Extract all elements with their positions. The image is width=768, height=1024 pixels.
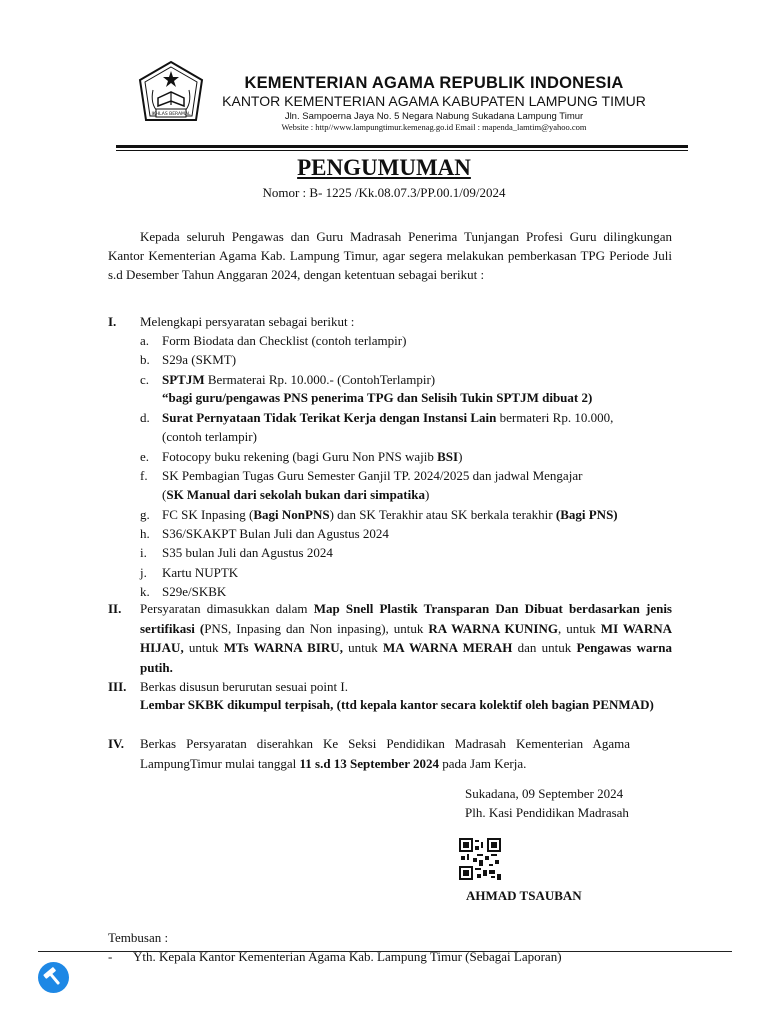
qr-code (459, 838, 501, 880)
item-a-marker: a. (140, 333, 150, 348)
item-h-text: S36/SKAKPT Bulan Juli dan Agustus 2024 (162, 526, 389, 541)
header-ministry: KEMENTERIAN AGAMA REPUBLIK INDONESIA (244, 74, 624, 92)
section-4-text (140, 734, 630, 773)
section-2-t6: dan untuk (512, 640, 577, 655)
item-h-marker: h. (140, 526, 150, 541)
item-b-marker: b. (140, 352, 150, 367)
header-office: KANTOR KEMENTERIAN AGAMA KABUPATEN LAMPUNG TIMUR (222, 93, 646, 109)
item-c-marker: c. (140, 372, 150, 387)
intro-paragraph: Kepada seluruh Pengawas dan Guru Madrasah Penerima Tunjangan Profesi Guru dilingkungan Kantor Kementerian Agama Kab. Lampung Timur, agar segera melakukan pemberkasan TPG Periode Juli s.d Desember Tahun Anggaran 2024, dengan ketentuan sebagai berikut : (108, 229, 672, 282)
signature-place-date: Sukadana, 09 September 2024 (465, 786, 624, 801)
item-g-marker: g. (140, 507, 150, 522)
item-j-text: Kartu NUPTK (162, 565, 239, 580)
item-f-bold: SK Manual dari sekolah bukan dari simpatika (166, 487, 425, 502)
section-4-number: IV. (108, 736, 125, 751)
item-c-line (162, 370, 435, 389)
header-address: Jln. Sampoerna Jaya No. 5 Negara Nabung Sukadana Lampung Timur (284, 111, 584, 122)
tembusan-item: Yth. Kepala Kantor Kementerian Agama Kab. Lampung Timur (Sebagai Laporan) (133, 949, 562, 964)
item-b-text: S29a (SKMT) (162, 352, 237, 367)
section-2-number: II. (108, 601, 122, 616)
floating-action-button[interactable] (38, 962, 69, 993)
section-2-b1: Map Snell Plastik Transparan Dan Dibuat berdasarkan jenis sertifikasi ( (140, 601, 672, 636)
section-4-t1: Berkas Persyaratan diserahkan Ke Seksi Pendidikan Madrasah Kementerian Agama LampungTimur mulai tanggal (140, 736, 630, 771)
item-k-text: S29e/SKBK (162, 584, 227, 599)
item-f-text: SK Pembagian Tugas Guru Semester Ganjil TP. 2024/2025 dan jadwal Mengajar (162, 468, 583, 483)
section-3-number: III. (108, 679, 127, 694)
section-2-t2: PNS, Inpasing dan Non inpasing), untuk (204, 620, 429, 636)
item-d-marker: d. (140, 410, 150, 425)
item-f-marker: f. (140, 468, 148, 483)
item-g-b1: Bagi NonPNS (253, 507, 330, 522)
item-g-line (162, 505, 618, 524)
item-g-p1: FC SK Inpasing ( (162, 507, 254, 522)
item-d-line (162, 408, 613, 427)
item-f-line2 (162, 485, 429, 504)
section-2-text (140, 599, 672, 677)
section-2-b6: Pengawas warna putih. (140, 640, 672, 675)
signature-name: AHMAD TSAUBAN (466, 888, 582, 903)
header-rule-thick (116, 145, 688, 148)
section-2-b3: MI WARNA HIJAU, (140, 620, 672, 655)
item-e-line (162, 447, 462, 466)
item-i-marker: i. (140, 545, 147, 560)
item-f-close: ) (424, 487, 430, 502)
header-contact: Website : http//www.lampungtimur.kemenag.go.id Email : mapenda_lamtim@yahoo.com (281, 122, 587, 132)
ministry-logo (136, 60, 206, 130)
section-3-text: Berkas disusun berurutan sesuai point I. (140, 679, 348, 694)
item-c-text: Bermaterai Rp. 10.000.- (ContohTerlampir) (204, 372, 436, 387)
item-e-bold: BSI (437, 449, 459, 464)
item-a-text: Form Biodata dan Checklist (contoh terlampir) (162, 333, 407, 348)
section-1-number: I. (108, 314, 117, 329)
section-2-t4: untuk (183, 640, 224, 655)
header-rule-thin (116, 150, 688, 151)
section-2-t5: untuk (342, 640, 384, 655)
item-e-tail: ) (458, 449, 463, 464)
section-2-b4: MTs WARNA BIRU, (223, 640, 343, 655)
item-k-marker: k. (140, 584, 150, 599)
item-d-text: bermateri Rp. 10.000, (496, 410, 614, 425)
logo-motto: IKHLAS BERAMAL (151, 112, 191, 117)
section-3-bold: Lembar SKBK dikumpul terpisah, (ttd kepala kantor secara kolektif oleh bagian PENMAD) (140, 697, 654, 712)
signature-position: Plh. Kasi Pendidikan Madrasah (465, 805, 629, 820)
section-2-t3: , untuk (557, 620, 601, 636)
section-2-b5: MA WARNA MERAH (383, 640, 513, 655)
item-i-text: S35 bulan Juli dan Agustus 2024 (162, 545, 333, 560)
item-g-p2: ) dan SK Terakhir atau SK berkala terakhir (329, 507, 556, 522)
section-2-b2: RA WARNA KUNING (428, 620, 558, 636)
section-4-t2: pada Jam Kerja. (439, 755, 527, 771)
page-title: PENGUMUMAN (297, 155, 471, 180)
tembusan-dash: - (108, 949, 113, 964)
item-c-bold: SPTJM (162, 372, 205, 387)
item-e-marker: e. (140, 449, 150, 464)
item-c-note: “bagi guru/pengawas PNS penerima TPG dan Selisih Tukin SPTJM dibuat 2) (162, 390, 593, 405)
section-2-t1: Persyaratan dimasukkan dalam (140, 601, 314, 616)
hammer-icon (38, 962, 69, 993)
section-1-heading: Melengkapi persyaratan sebagai berikut : (140, 314, 355, 329)
tembusan-label: Tembusan : (108, 930, 169, 945)
section-4-b1: 11 s.d 13 September 2024 (299, 755, 439, 771)
item-g-b2: (Bagi PNS) (555, 507, 618, 522)
document-number: Nomor : B- 1225 /Kk.08.07.3/PP.00.1/09/2024 (262, 185, 506, 200)
item-f-open: ( (162, 487, 167, 502)
item-d-text2: (contoh terlampir) (162, 429, 257, 444)
item-d-bold: Surat Pernyataan Tidak Terikat Kerja dengan Instansi Lain (162, 410, 497, 425)
item-j-marker: j. (140, 565, 147, 580)
item-e-text: Fotocopy buku rekening (bagi Guru Non PNS wajib (162, 449, 438, 464)
